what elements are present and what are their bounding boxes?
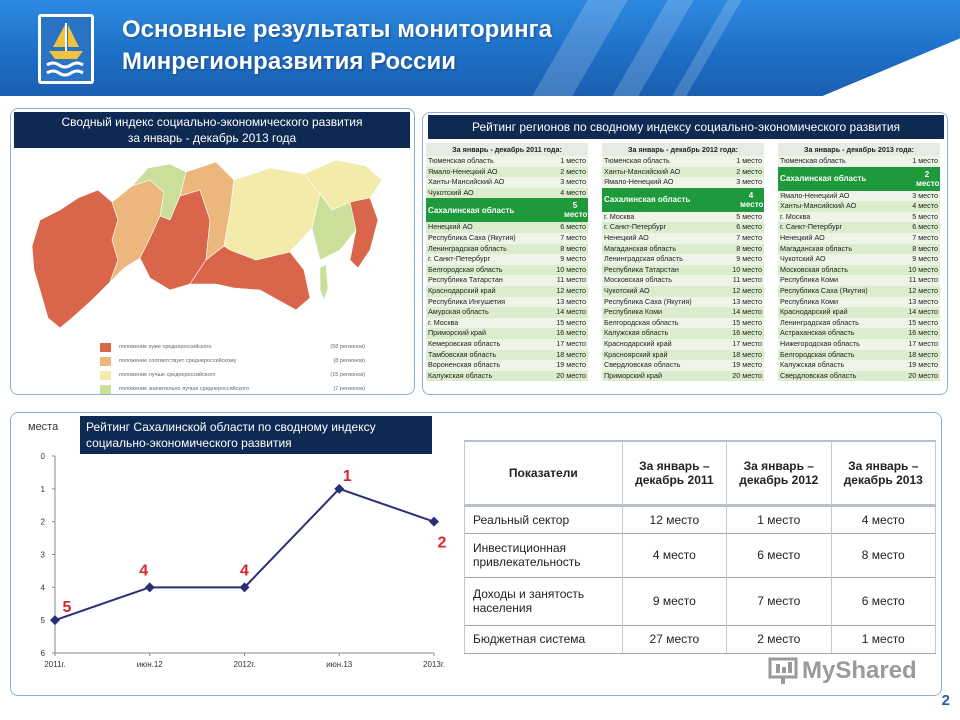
rating-place: 7 место xyxy=(736,232,762,242)
rating-row xyxy=(426,328,588,339)
sakhalin-rating-line-chart xyxy=(30,450,450,676)
table-row xyxy=(465,505,936,533)
rating-place: 15 место xyxy=(908,317,938,327)
rating-row xyxy=(426,156,588,167)
rating-row xyxy=(602,275,764,286)
rating-column-2011 xyxy=(426,143,588,381)
rating-place: 1 место xyxy=(736,156,762,165)
rating-region: Магаданская область xyxy=(780,243,853,253)
rank-cell: 27 место xyxy=(622,625,726,653)
rating-row xyxy=(602,318,764,329)
rating-region: Республика Саха (Якутия) xyxy=(780,285,868,295)
header-decor-corner xyxy=(710,0,960,96)
rating-place: 6 место xyxy=(736,222,762,232)
russia-regions-map xyxy=(20,150,390,335)
rating-row xyxy=(426,167,588,178)
table-header-cell: За январь – декабрь 2013 xyxy=(831,441,935,505)
rating-place: 12 место xyxy=(556,285,586,295)
indicator-name-cell: Реальный сектор xyxy=(465,505,623,533)
rating-place: 12 место xyxy=(732,285,762,295)
rank-cell: 12 место xyxy=(622,505,726,533)
rating-list xyxy=(778,156,940,381)
rating-place: 4 место xyxy=(740,190,764,209)
legend-item xyxy=(100,340,365,354)
sakhalin-title-line: социально-экономического развития xyxy=(86,436,292,450)
rating-place: 11 место xyxy=(732,275,762,285)
rating-row xyxy=(602,286,764,297)
page-title-line: Основные результаты мониторинга xyxy=(122,16,552,43)
rating-place: 9 место xyxy=(560,254,586,264)
rating-row xyxy=(426,244,588,255)
rating-region: Тюменская область xyxy=(780,156,846,165)
rank-cell: 1 место xyxy=(831,625,935,653)
rating-row xyxy=(778,233,940,244)
rating-region: Калужская область xyxy=(428,370,493,380)
rating-row xyxy=(426,339,588,350)
rating-place: 9 место xyxy=(736,254,762,264)
rating-row xyxy=(778,212,940,223)
rating-row xyxy=(778,275,940,286)
rating-row xyxy=(778,318,940,329)
rating-list xyxy=(602,156,764,381)
rating-region: Республика Саха (Якутия) xyxy=(604,296,692,306)
table-body xyxy=(465,505,936,653)
rating-region: Ленинградская область xyxy=(604,254,683,264)
rating-place: 13 место xyxy=(908,296,938,306)
x-tick-label: 2012г. xyxy=(233,660,256,669)
data-label: 1 xyxy=(342,467,352,485)
rating-row-highlight xyxy=(778,167,940,191)
rating-region: Тамбовская область xyxy=(428,349,497,359)
legend-label: положение значительно лучше среднероссийского xyxy=(119,386,249,392)
legend-item xyxy=(100,382,365,396)
legend-swatch xyxy=(100,343,111,352)
rank-cell: 8 место xyxy=(831,533,935,577)
rating-place: 4 место xyxy=(912,201,938,211)
rating-row xyxy=(426,188,588,199)
rating-region: Вороненская область xyxy=(428,360,501,370)
rating-region: Ямало-Ненецкий АО xyxy=(780,190,850,200)
rating-place: 15 место xyxy=(732,317,762,327)
rating-region: Республика Ингушетия xyxy=(428,296,506,306)
rating-place: 10 место xyxy=(908,264,938,274)
rating-row xyxy=(778,265,940,276)
rating-column-header: За январь - декабрь 2012 года: xyxy=(602,143,764,156)
ship-emblem-icon xyxy=(41,17,91,81)
rating-region: Республика Коми xyxy=(604,307,663,317)
rating-row xyxy=(426,233,588,244)
rating-place: 6 место xyxy=(560,222,586,232)
rating-place: 5 место xyxy=(912,211,938,221)
legend-label: положение соответствует среднероссийскому xyxy=(119,358,237,364)
rating-column-2012 xyxy=(602,143,764,381)
rating-row xyxy=(602,360,764,371)
rating-place: 7 место xyxy=(560,232,586,242)
rating-region: Тюменская область xyxy=(428,156,494,165)
rating-place: 13 место xyxy=(732,296,762,306)
rating-region: г. Москва xyxy=(428,317,459,327)
rating-place: 20 место xyxy=(556,370,586,380)
rank-cell: 4 место xyxy=(622,533,726,577)
slide-header xyxy=(0,0,960,96)
rating-region: Калужская область xyxy=(780,360,845,370)
rating-region: Ненецкий АО xyxy=(604,232,649,242)
rating-row xyxy=(778,328,940,339)
y-tick-label: 1 xyxy=(40,484,45,494)
rating-row xyxy=(426,286,588,297)
map-region-kamchatka xyxy=(350,198,378,268)
watermark xyxy=(768,656,917,686)
slide-number: 2 xyxy=(941,692,950,709)
rating-region: г. Санкт-Петербург xyxy=(780,222,843,232)
map-region-sakhalin xyxy=(320,264,328,300)
rating-row xyxy=(426,371,588,382)
indicator-name-cell: Инвестиционная привлекательность xyxy=(465,533,623,577)
rating-row xyxy=(426,177,588,188)
rating-place: 2 место xyxy=(560,166,586,176)
rating-row xyxy=(602,328,764,339)
page-title-line: Минрегионразвития России xyxy=(122,48,457,75)
rating-row xyxy=(602,233,764,244)
rank-cell: 6 место xyxy=(831,577,935,625)
map-region-west xyxy=(32,190,118,328)
sakhalin-title-line: Рейтинг Сахалинской области по сводному индексу xyxy=(86,420,376,434)
rating-region: г. Москва xyxy=(780,211,811,221)
rating-row xyxy=(778,222,940,233)
rating-place: 18 место xyxy=(556,349,586,359)
rating-place: 2 место xyxy=(916,169,940,188)
legend-swatch xyxy=(100,385,111,394)
rating-region: Астраханская область xyxy=(780,328,855,338)
indicators-table xyxy=(464,440,936,654)
map-region-yakutia xyxy=(224,168,320,260)
rating-place: 14 место xyxy=(908,307,938,317)
rating-place: 10 место xyxy=(556,264,586,274)
y-tick-label: 0 xyxy=(40,452,45,461)
rating-column-header: За январь - декабрь 2011 года: xyxy=(426,143,588,156)
rating-place: 1 место xyxy=(912,156,938,165)
rating-row xyxy=(426,360,588,371)
table-header-cell: За январь – декабрь 2011 xyxy=(622,441,726,505)
rating-place: 20 место xyxy=(908,370,938,380)
y-tick-label: 4 xyxy=(40,583,45,593)
rating-row xyxy=(778,339,940,350)
rating-column-header: За январь - декабрь 2013 года: xyxy=(778,143,940,156)
rating-region: Республика Саха (Якутия) xyxy=(428,232,516,242)
legend-count: (15 регионов) xyxy=(330,372,365,378)
rating-row xyxy=(778,254,940,265)
rating-region: Сахалинская область xyxy=(780,174,867,184)
rating-region: Тюменская область xyxy=(604,156,670,165)
rating-place: 11 место xyxy=(908,275,938,285)
rating-place: 6 место xyxy=(912,222,938,232)
rating-place: 19 место xyxy=(556,360,586,370)
x-tick-label: 2011г. xyxy=(44,660,66,669)
rating-row xyxy=(602,371,764,382)
legend-label: положение хуже среднероссийского xyxy=(119,344,212,350)
watermark-text: MyShared xyxy=(802,657,917,684)
rating-row xyxy=(602,222,764,233)
rating-row xyxy=(426,275,588,286)
rating-region: Белгородская область xyxy=(780,349,855,359)
rating-region: Краснодарский край xyxy=(428,285,496,295)
legend-count: (7 регионов) xyxy=(333,386,365,392)
legend-swatch xyxy=(100,371,111,380)
rating-row xyxy=(778,156,940,167)
rating-region: Чукотский АО xyxy=(604,285,650,295)
table-row xyxy=(465,577,936,625)
rating-region: Республика Коми xyxy=(780,275,839,285)
rating-row xyxy=(602,339,764,350)
data-point xyxy=(50,615,60,625)
legend-label: положение лучше среднероссийского xyxy=(119,372,216,378)
rating-place: 16 место xyxy=(556,328,586,338)
rating-place: 1 место xyxy=(560,156,586,165)
rating-place: 5 место xyxy=(564,201,588,220)
map-panel-title xyxy=(14,112,410,148)
legend-count: (58 регионов) xyxy=(330,344,365,350)
rating-row xyxy=(778,371,940,382)
rating-region: Приморский край xyxy=(428,328,487,338)
rating-place: 16 место xyxy=(908,328,938,338)
rating-row xyxy=(778,297,940,308)
rating-place: 8 место xyxy=(912,243,938,253)
rank-cell: 2 место xyxy=(727,625,831,653)
rating-row xyxy=(778,244,940,255)
rating-region: Ненецкий АО xyxy=(428,222,473,232)
series-line xyxy=(55,489,434,620)
x-tick-label: июн.12 xyxy=(136,660,163,669)
rating-place: 8 место xyxy=(736,243,762,253)
rating-region: Белгородская область xyxy=(604,317,679,327)
indicator-name-cell: Бюджетная система xyxy=(465,625,623,653)
rating-row xyxy=(602,350,764,361)
rating-place: 5 место xyxy=(736,211,762,221)
rating-region: Ленинградская область xyxy=(428,243,507,253)
rating-row xyxy=(778,191,940,202)
rating-row xyxy=(602,167,764,178)
indicator-name-cell: Доходы и занятость населения xyxy=(465,577,623,625)
rank-cell: 9 место xyxy=(622,577,726,625)
rating-region: Республика Татарстан xyxy=(428,275,503,285)
rating-column-2013 xyxy=(778,143,940,381)
map-legend xyxy=(100,340,365,396)
rating-region: Сахалинская область xyxy=(604,195,691,205)
data-label: 5 xyxy=(62,599,72,617)
table-header-cell: Показатели xyxy=(465,441,623,505)
table-row xyxy=(465,533,936,577)
rating-place: 15 место xyxy=(556,317,586,327)
page-title xyxy=(122,14,552,78)
y-tick-label: 6 xyxy=(40,649,45,658)
rating-row xyxy=(778,307,940,318)
table-header-row xyxy=(465,441,936,505)
legend-item xyxy=(100,354,365,368)
indicators-table-wrap xyxy=(464,440,936,654)
rating-region: Ханты-Мансийский АО xyxy=(780,201,857,211)
rating-place: 14 место xyxy=(732,307,762,317)
coat-of-arms-logo xyxy=(38,14,94,84)
rating-region: Калужская область xyxy=(604,328,669,338)
rating-row xyxy=(426,297,588,308)
rating-region: Нижегородская область xyxy=(780,338,860,348)
rating-region: Белгородская область xyxy=(428,264,503,274)
rating-row xyxy=(602,297,764,308)
rating-row xyxy=(778,360,940,371)
rating-row xyxy=(602,244,764,255)
rating-place: 17 место xyxy=(556,338,586,348)
rating-region: г. Санкт-Петербург xyxy=(428,254,491,264)
table-row xyxy=(465,625,936,653)
y-axis-label: места xyxy=(28,421,59,433)
rating-region: г. Санкт-Петербург xyxy=(604,222,667,232)
rating-row xyxy=(602,156,764,167)
rating-region: г. Москва xyxy=(604,211,635,221)
rating-place: 17 место xyxy=(732,338,762,348)
rating-region: Ненецкий АО xyxy=(780,232,825,242)
data-point xyxy=(429,517,439,527)
rating-row xyxy=(778,350,940,361)
rating-region: Ямало-Ненецкий АО xyxy=(604,177,674,187)
rating-row xyxy=(602,254,764,265)
rating-place: 19 место xyxy=(908,360,938,370)
rating-region: Красноярский край xyxy=(604,349,668,359)
presentation-icon xyxy=(768,656,798,686)
rank-cell: 4 место xyxy=(831,505,935,533)
data-label: 2 xyxy=(437,534,447,552)
rating-region: Московская область xyxy=(780,264,849,274)
rating-place: 11 место xyxy=(556,275,586,285)
rating-region: Свердловская область xyxy=(780,370,857,380)
rating-place: 17 место xyxy=(908,338,938,348)
rating-region: Приморский край xyxy=(604,370,663,380)
rating-place: 14 место xyxy=(556,307,586,317)
rating-region: Ханты-Мансийский АО xyxy=(428,177,505,187)
data-point xyxy=(145,582,155,592)
rating-region: Московская область xyxy=(604,275,673,285)
sakhalin-chart-title xyxy=(80,416,432,454)
rating-list xyxy=(426,156,588,381)
legend-swatch xyxy=(100,357,111,366)
rating-place: 13 место xyxy=(556,296,586,306)
rating-row xyxy=(602,177,764,188)
rank-cell: 1 место xyxy=(727,505,831,533)
rank-cell: 7 место xyxy=(727,577,831,625)
rating-row-highlight xyxy=(426,198,588,222)
rating-row xyxy=(426,350,588,361)
rating-row xyxy=(778,201,940,212)
rating-place: 10 место xyxy=(732,264,762,274)
rating-region: Чукотский АО xyxy=(428,187,474,197)
rating-place: 19 место xyxy=(732,360,762,370)
rating-region: Республика Коми xyxy=(780,296,839,306)
rating-region: Ленинградская область xyxy=(780,317,859,327)
rating-place: 8 место xyxy=(560,243,586,253)
rating-place: 18 место xyxy=(732,349,762,359)
rating-row-highlight xyxy=(602,188,764,212)
rating-region: Амурская область xyxy=(428,307,489,317)
rating-region: Свердловская область xyxy=(604,360,681,370)
rating-place: 3 место xyxy=(736,177,762,187)
x-tick-label: 2013г. xyxy=(423,660,445,669)
rating-place: 7 место xyxy=(912,232,938,242)
rating-region: Краснодарский край xyxy=(604,338,672,348)
rating-row xyxy=(602,212,764,223)
rating-region: Чукотский АО xyxy=(780,254,826,264)
rating-row xyxy=(602,307,764,318)
data-label: 4 xyxy=(139,562,149,580)
rating-place: 12 место xyxy=(908,285,938,295)
rating-place: 20 место xyxy=(732,370,762,380)
rating-row xyxy=(602,265,764,276)
x-tick-label: июн.13 xyxy=(326,660,353,669)
rating-region: Сахалинская область xyxy=(428,205,515,215)
rating-region: Кемеровская область xyxy=(428,338,501,348)
rating-place: 2 место xyxy=(736,166,762,176)
rating-region: Ямало-Ненецкий АО xyxy=(428,166,498,176)
rating-panel-title: Рейтинг регионов по сводному индексу социально-экономического развития xyxy=(428,115,944,139)
rating-row xyxy=(426,254,588,265)
rating-place: 18 место xyxy=(908,349,938,359)
rating-row xyxy=(426,307,588,318)
legend-item xyxy=(100,368,365,382)
rating-row xyxy=(778,286,940,297)
legend-count: (8 регионов) xyxy=(333,358,365,364)
y-tick-label: 2 xyxy=(40,517,45,527)
rating-region: Республика Татарстан xyxy=(604,264,679,274)
rating-place: 4 место xyxy=(560,187,586,197)
data-label: 4 xyxy=(240,562,249,580)
rating-place: 9 место xyxy=(912,254,938,264)
rating-place: 3 место xyxy=(912,190,938,200)
rank-cell: 6 место xyxy=(727,533,831,577)
rating-region: Ханты-Мансийский АО xyxy=(604,166,681,176)
rating-place: 16 место xyxy=(732,328,762,338)
map-title-line: за январь - декабрь 2013 года xyxy=(127,131,297,145)
y-tick-label: 3 xyxy=(40,550,45,560)
map-title-line: Сводный индекс социально-экономического развития xyxy=(61,115,363,129)
rating-region: Краснодарский край xyxy=(780,307,848,317)
rating-row xyxy=(426,265,588,276)
y-tick-label: 5 xyxy=(40,616,45,626)
table-header-cell: За январь – декабрь 2012 xyxy=(727,441,831,505)
rating-row xyxy=(426,318,588,329)
rating-row xyxy=(426,222,588,233)
rating-region: Магаданская область xyxy=(604,243,677,253)
rating-place: 3 место xyxy=(560,177,586,187)
